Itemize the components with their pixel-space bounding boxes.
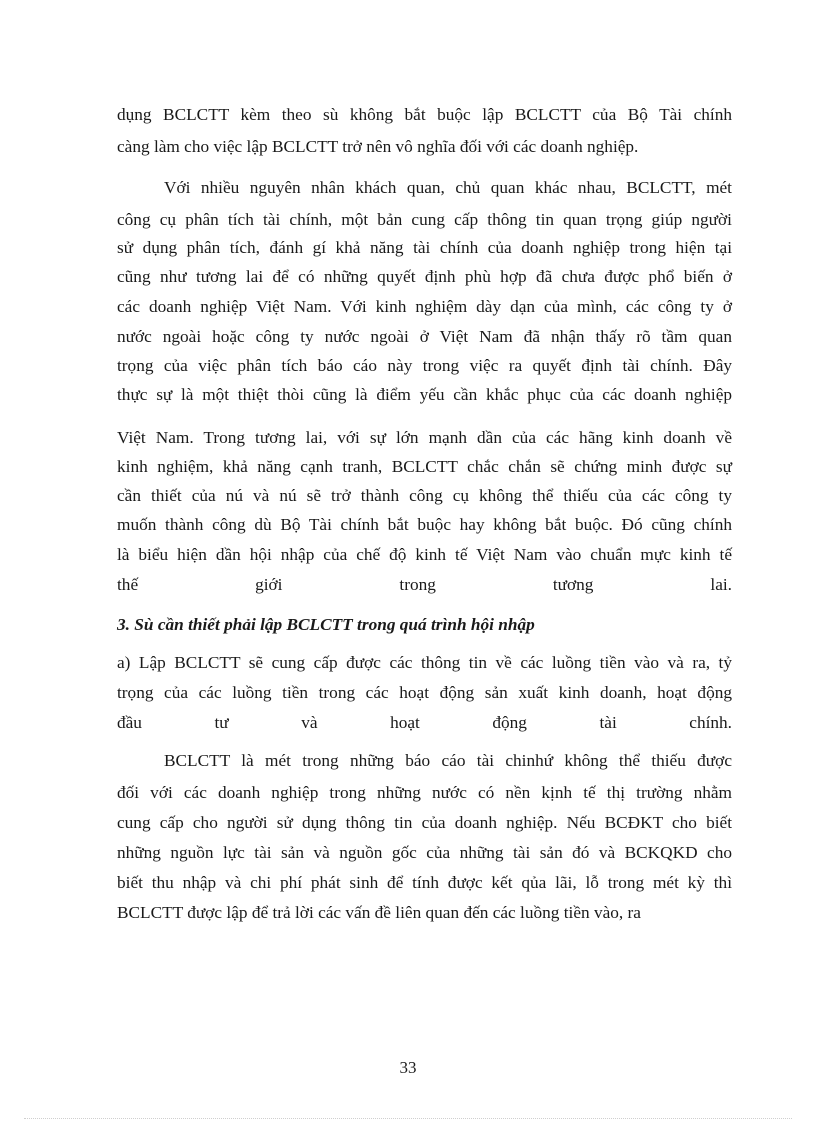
text-line: sử dụng phân tích, đánh gí khả năng tài chính của doanh nghiệp trong hiện tại (117, 238, 732, 257)
text-line: những nguồn lực tài sản và nguồn gốc của những tài sản đó và BCKQKD cho (117, 843, 732, 862)
text-line: kinh nghiệm, khả năng cạnh tranh, BCLCTT chắc chắn sẽ chứng minh được sự (117, 457, 732, 476)
text-line: trọng của các luồng tiền trong các hoạt động sản xuất kinh doanh, hoạt động (117, 683, 732, 702)
text-line: công cụ phân tích tài chính, một bản cung cấp thông tin quan trọng giúp người (117, 210, 732, 229)
section-heading: 3. Sù cần thiết phải lập BCLCTT trong quá trình hội nhập (117, 615, 535, 634)
text-line: các doanh nghiệp Việt Nam. Với kinh nghiệm dày dạn của mình, các công ty ở (117, 297, 732, 316)
page-bottom-border (24, 1118, 792, 1119)
page-number: 33 (399, 1058, 417, 1077)
text-line: cũng như tương lai để có những quyết định phù hợp đã chưa được phổ biến ở (117, 267, 732, 286)
text-line: thực sự là một thiệt thòi cũng là điểm yếu cần khắc phục của các doanh nghiệp (117, 385, 732, 404)
text-line: muốn thành công dù Bộ Tài chính bắt buộc hay không bắt buộc. Đó cũng chính (117, 515, 732, 534)
text-line: BCLCTT là mét trong những báo cáo tài chinhứ không thể thiếu được (164, 751, 732, 770)
text-line: a) Lập BCLCTT sẽ cung cấp được các thông tin về các luồng tiền vào và ra, tỷ (117, 653, 732, 672)
text-line: biết thu nhập và chi phí phát sinh để tính được kết qủa lãi, lỗ trong mét kỳ thì (117, 873, 732, 892)
text-line: BCLCTT được lập để trả lời các vấn đề liên quan đến các luồng tiền vào, ra (117, 903, 641, 922)
text-line: đầu tư và hoạt động tài chính. (117, 713, 732, 732)
text-line: Việt Nam. Trong tương lai, với sự lớn mạnh dần của các hãng kinh doanh về (117, 428, 732, 447)
text-line: cần thiết của nú và nú sẽ trở thành công cụ không thể thiếu của các công ty (117, 486, 732, 505)
text-line: là biểu hiện dần hội nhập của chế độ kinh tế Việt Nam vào chuẩn mực kinh tế (117, 545, 732, 564)
text-line: nước ngoài hoặc công ty nước ngoài ở Việt Nam đã nhận thấy rõ tầm quan (117, 327, 732, 346)
text-line: càng làm cho việc lập BCLCTT trở nên vô nghĩa đối với các doanh nghiệp. (117, 137, 639, 156)
text-line: cung cấp cho người sử dụng thông tin của doanh nghiệp. Nếu BCĐKT cho biết (117, 813, 732, 832)
text-line: đối với các doanh nghiệp trong những nước có nền kịnh tế thị trường nhằm (117, 783, 732, 802)
text-line: Với nhiều nguyên nhân khách quan, chủ quan khác nhau, BCLCTT, mét (164, 178, 732, 197)
text-line: trọng của việc phân tích báo cáo này trong việc ra quyết định tài chính. Đây (117, 356, 732, 375)
text-line: thế giới trong tương lai. (117, 575, 732, 594)
text-line: dụng BCLCTT kèm theo sù không bắt buộc lập BCLCTT của Bộ Tài chính (117, 105, 732, 124)
